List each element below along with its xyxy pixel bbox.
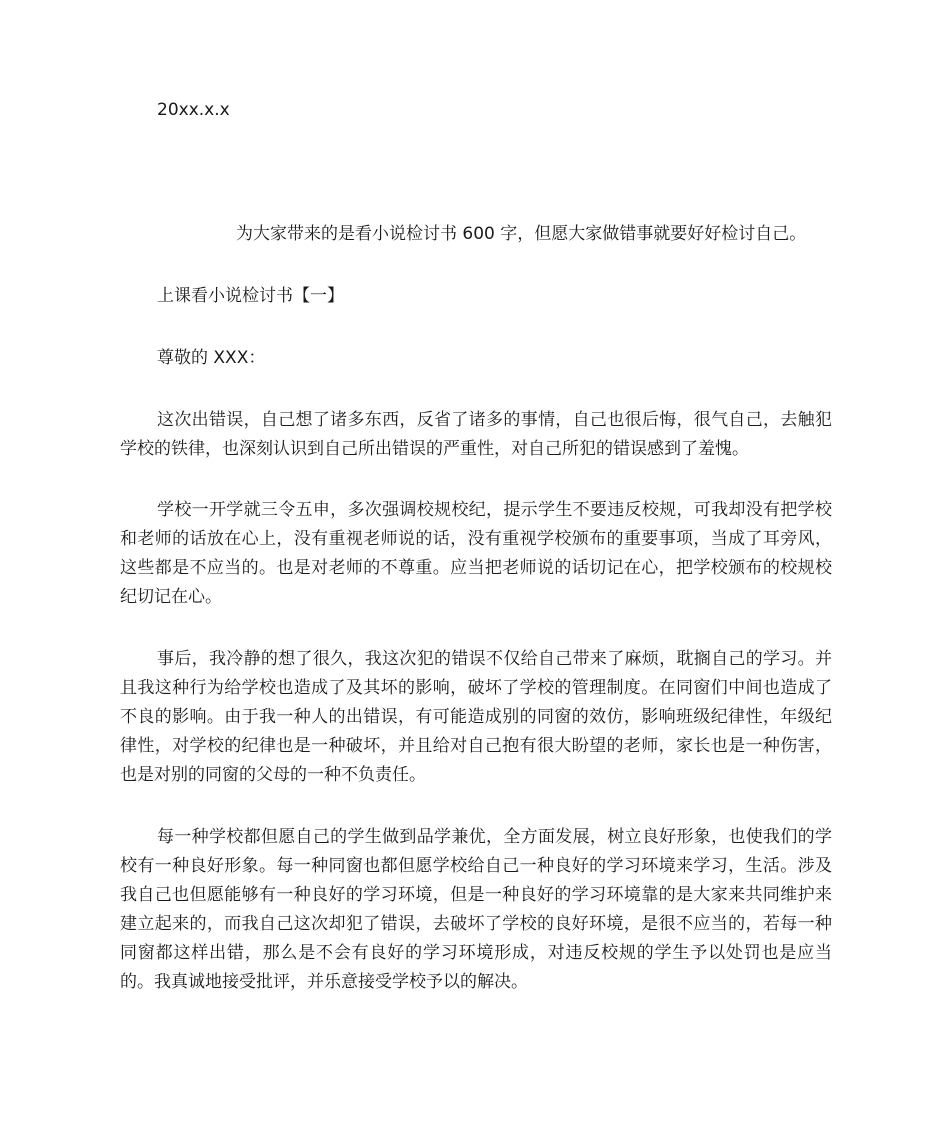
document-date: 20xx.x.x — [157, 100, 230, 120]
intro-text: 为大家带来的是看小说检讨书 600 字，但愿大家做错事就要好好检讨自己。 — [236, 224, 807, 244]
section-heading: 上课看小说检讨书【一】 — [157, 286, 344, 306]
body-paragraph-3: 事后，我冷静的想了很久，我这次犯的错误不仅给自己带来了麻烦，耽搁自己的学习。并且我这种行为给学校也造成了及其坏的影响，破坏了学校的管理制度。在同窗们中间也造成了不良的影响。由于我一种人的出错误，有可能造成别的同窗的效仿，影响班级纪律性，年级纪律性，对学校的纪律也是一种破坏，并且给对自己抱有很大盼望的老师，家长也是一种伤害，也是对别的同窗的父母的一种不负责任。 — [120, 649, 832, 785]
salutation: 尊敬的 XXX： — [157, 348, 266, 368]
body-paragraph-4: 每一种学校都但愿自己的学生做到品学兼优，全方面发展，树立良好形象，也使我们的学校有一种良好形象。每一种同窗也都但愿学校给自己一种良好的学习环境来学习，生活。涉及我自己也但愿能够有一种良好的学习环境，但是一种良好的学习环境靠的是大家来共同维护来建立起来的，而我自己这次却犯了错误，去破坏了学校的良好环境，是很不应当的，若每一种同窗都这样出错，那么是不会有良好的学习环境形成，对违反校规的学生予以处罚也是应当的。我真诚地接受批评，并乐意接受学校予以的解决。 — [120, 827, 832, 992]
body-paragraph-1: 这次出错误，自己想了诸多东西，反省了诸多的事情，自己也很后悔，很气自己，去触犯学校的铁律，也深刻认识到自己所出错误的严重性，对自己所犯的错误感到了羞愧。 — [120, 410, 832, 459]
body-paragraph-2: 学校一开学就三令五申，多次强调校规校纪，提示学生不要违反校规，可我却没有把学校和老师的话放在心上，没有重视老师说的话，没有重视学校颁布的重要事项，当成了耳旁风，这些都是不应当的。也是对老师的不尊重。应当把老师说的话切记在心，把学校颁布的校规校纪切记在心。 — [120, 500, 832, 607]
